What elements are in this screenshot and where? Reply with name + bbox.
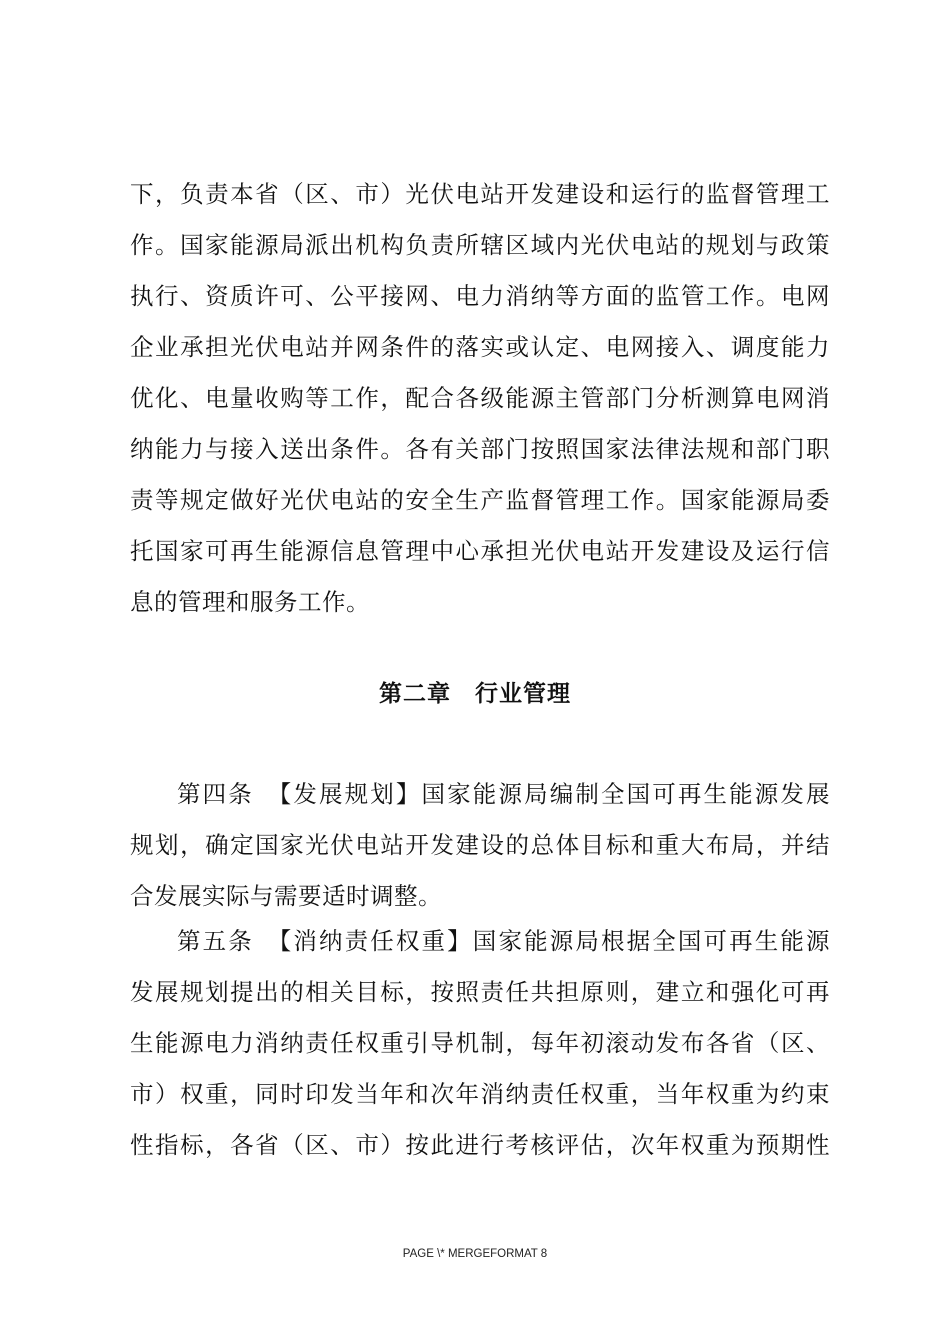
text-line: 合发展实际与需要适时调整。 bbox=[130, 882, 442, 910]
text-line: 纳能力与接入送出条件。各有关部门按照国家法律法规和部门职 bbox=[130, 435, 830, 463]
page-footer: PAGE \* MERGEFORMAT 8 bbox=[402, 1248, 548, 1260]
article-5 bbox=[130, 916, 830, 1171]
text-line: 第五条 【消纳责任权重】国家能源局根据全国可再生能源 bbox=[177, 927, 830, 955]
text-line: 责等规定做好光伏电站的安全生产监督管理工作。国家能源局委 bbox=[130, 486, 830, 514]
text-line: 息的管理和服务工作。 bbox=[130, 588, 370, 616]
text-line: 生能源电力消纳责任权重引导机制，每年初滚动发布各省（区、 bbox=[130, 1029, 830, 1057]
article-4 bbox=[130, 769, 830, 922]
text-line: 第四条 【发展规划】国家能源局编制全国可再生能源发展 bbox=[177, 780, 830, 808]
text-line: 优化、电量收购等工作，配合各级能源主管部门分析测算电网消 bbox=[130, 384, 830, 412]
text-line: 作。国家能源局派出机构负责所辖区域内光伏电站的规划与政策 bbox=[130, 231, 830, 259]
text-line: 下，负责本省（区、市）光伏电站开发建设和运行的监督管理工 bbox=[130, 180, 830, 208]
text-line: 发展规划提出的相关目标，按照责任共担原则，建立和强化可再 bbox=[130, 978, 830, 1006]
text-line: 市）权重，同时印发当年和次年消纳责任权重，当年权重为约束 bbox=[130, 1080, 830, 1108]
text-line: 性指标，各省（区、市）按此进行考核评估，次年权重为预期性 bbox=[130, 1131, 830, 1159]
text-line: 执行、资质许可、公平接网、电力消纳等方面的监管工作。电网 bbox=[130, 282, 830, 310]
text-line: 托国家可再生能源信息管理中心承担光伏电站开发建设及运行信 bbox=[130, 537, 830, 565]
text-line: 企业承担光伏电站并网条件的落实或认定、电网接入、调度能力 bbox=[130, 333, 830, 361]
chapter-heading: 第二章 行业管理 bbox=[379, 681, 571, 707]
text-line: 规划，确定国家光伏电站开发建设的总体目标和重大布局，并结 bbox=[130, 831, 830, 859]
paragraph-1 bbox=[130, 169, 830, 628]
